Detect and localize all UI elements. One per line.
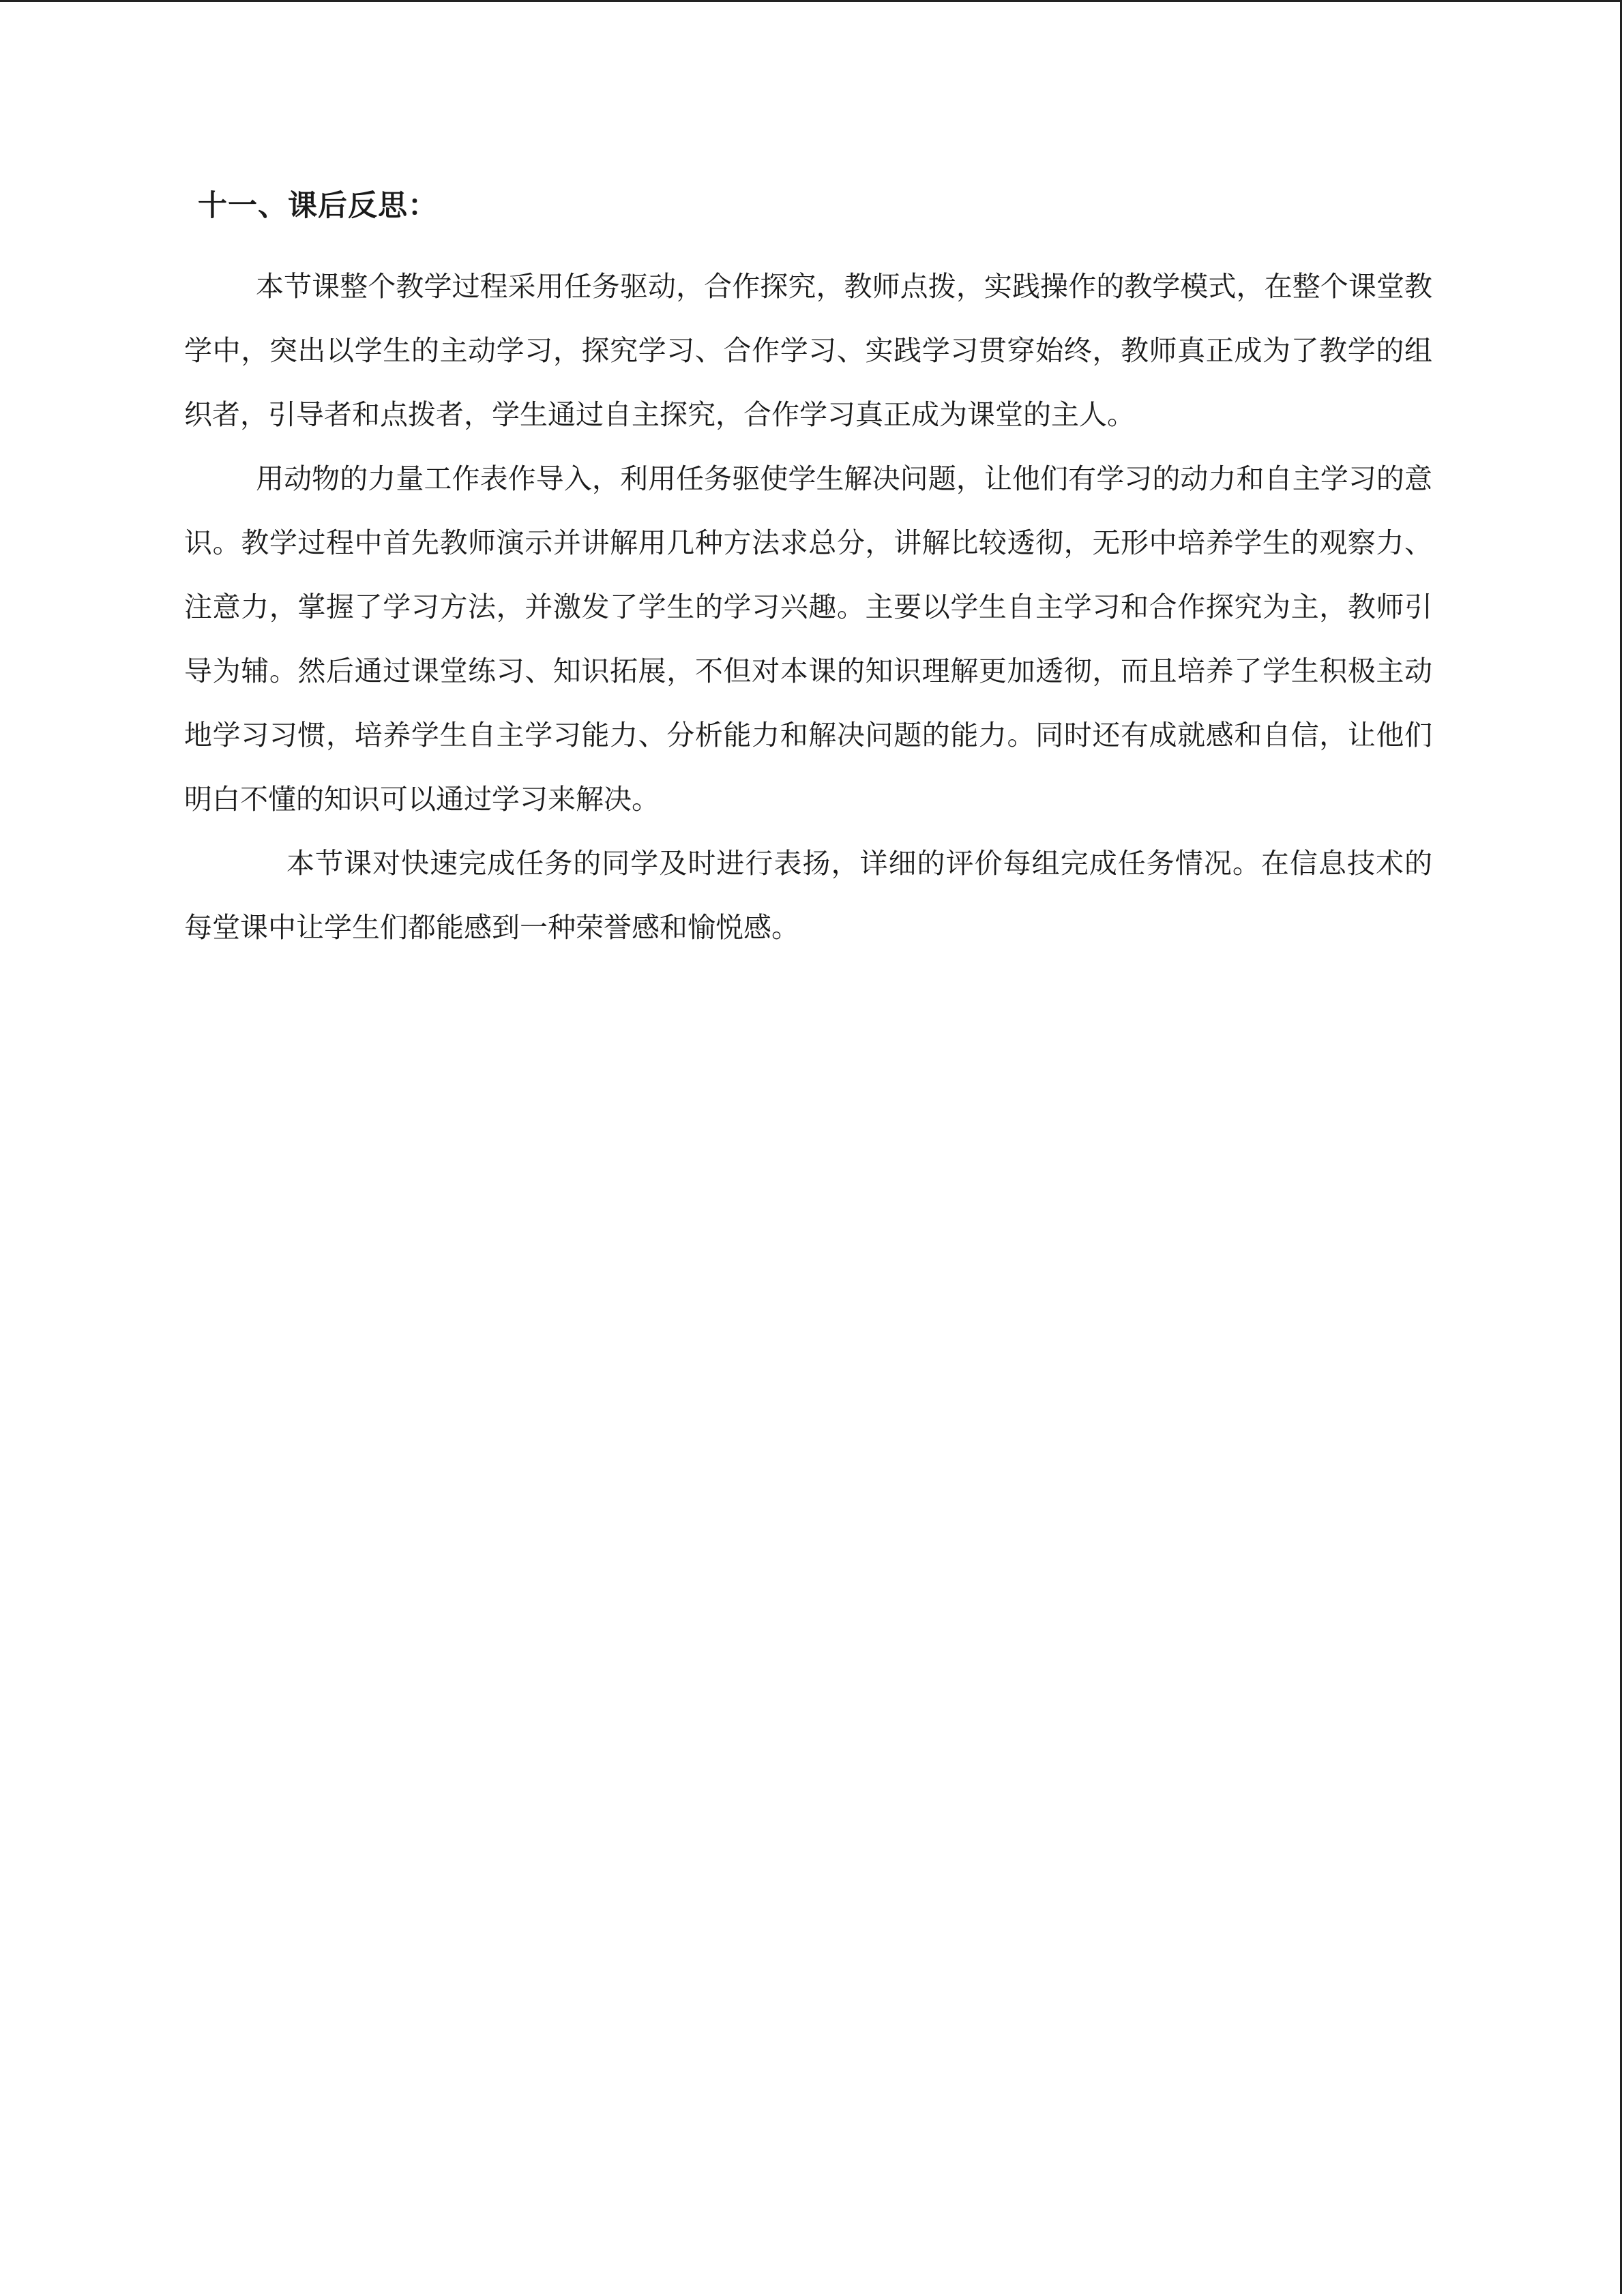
paragraph-3: 本节课对快速完成任务的同学及时进行表扬，详细的评价每组完成任务情况。在信息技术的每堂课中让学生们都能感到一种荣誉感和愉悦感。 xyxy=(184,847,1432,944)
document-body xyxy=(184,178,1432,959)
paragraph-2: 用动物的力量工作表作导入，利用任务驱使学生解决问题，让他们有学习的动力和自主学习的意识。教学过程中首先教师演示并讲解用几种方法求总分，讲解比较透彻，无形中培养学生的观察力、注意力，掌握了学习方法，并激发了学生的学习兴趣。主要以学生自主学习和合作探究为主，教师引导为辅。然后通过课堂练习、知识拓展，不但对本课的知识理解更加透彻，而且培养了学生积极主动地学习习惯，培养学生自主学习能力、分析能力和解决问题的能力。同时还有成就感和自信，让他们明白不懂的知识可以通过学习来解决。 xyxy=(184,462,1432,816)
paragraph-1: 本节课整个教学过程采用任务驱动，合作探究，教师点拨，实践操作的教学模式，在整个课堂教学中，突出以学生的主动学习，探究学习、合作学习、实践学习贯穿始终，教师真正成为了教学的组织者，引导者和点拨者，学生通过自主探究，合作学习真正成为课堂的主人。 xyxy=(184,270,1432,431)
section-heading: 十一、课后反思： xyxy=(198,189,438,223)
